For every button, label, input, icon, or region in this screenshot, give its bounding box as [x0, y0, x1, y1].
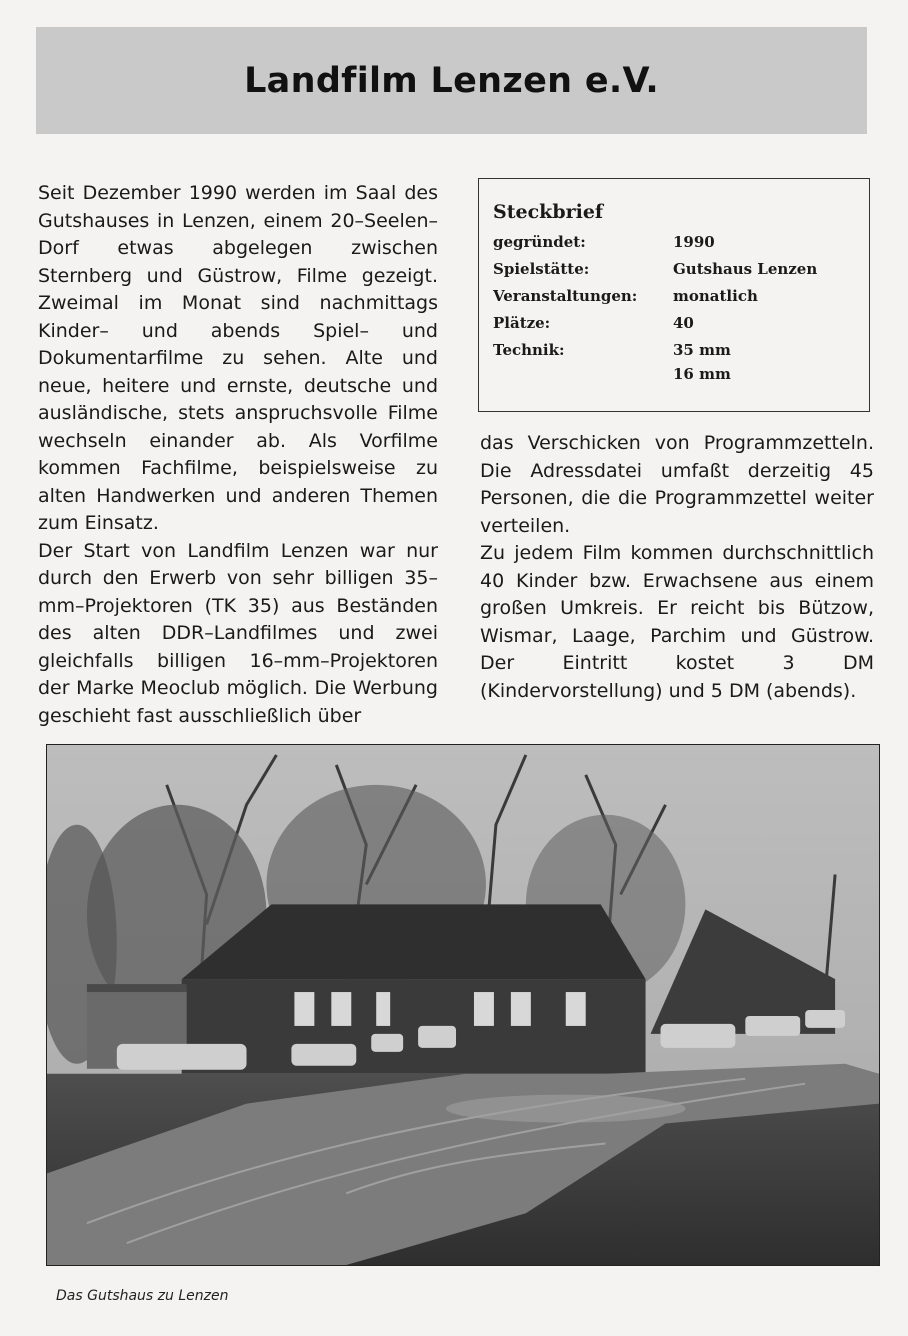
- fact-value: monatlich: [673, 287, 758, 305]
- fact-value: 1990: [673, 233, 715, 251]
- fact-row-seats: [493, 310, 855, 337]
- fact-value-line: 16 mm: [673, 365, 731, 383]
- fact-key: Veranstaltungen:: [493, 287, 638, 305]
- fact-key: gegründet:: [493, 233, 586, 251]
- paragraph-intro: Seit Dezember 1990 werden im Saal des Gutshauses in Lenzen, einem 20–Seelen–Dorf etwas abgelegen zwischen Sternberg und Güstrow, Filme gezeigt. Zweimal im Monat sind nachmittags Kinder– und abends Spiel– und Dokumentarfilme zu sehen. Alte und neue, heitere und ernste, deutsche und ausländische, stets anspruchsvolle Filme wechseln einander ab. Als Vorfilme kommen Fachfilme, beispielsweise zu alten Handwerken und anderen Themen zum Einsatz.: [38, 182, 438, 534]
- fact-key: Plätze:: [493, 314, 551, 332]
- fact-value: Gutshaus Lenzen: [673, 260, 818, 278]
- fact-value-line: 35 mm: [673, 341, 731, 359]
- paragraph-attendance: Zu jedem Film kommen durchschnittlich 40 Kinder bzw. Erwachsene aus einem großen Umkreis. Er reicht bis Bützow, Wismar, Laage, Parchim und Güstrow. Der Eintritt kostet 3 DM (Kindervorstellung) und 5 DM (abends).: [480, 542, 874, 702]
- steckbrief-title: Steckbrief: [493, 201, 604, 223]
- fact-row-technik: [493, 337, 855, 384]
- fact-key: Technik:: [493, 341, 565, 359]
- steckbrief-box: [478, 178, 870, 412]
- fact-row-events: [493, 283, 855, 310]
- paragraph-mailing: das Verschicken von Programmzetteln. Die Adressdatei umfaßt derzeitig 45 Personen, die die Programmzettel weiter verteilen.: [480, 432, 874, 537]
- fact-row-founded: [493, 229, 855, 256]
- photo-illustration: [47, 745, 879, 1265]
- manor-house-photo: [46, 744, 880, 1266]
- left-column: [38, 180, 438, 730]
- photo-caption: Das Gutshaus zu Lenzen: [56, 1288, 229, 1304]
- fact-value: [673, 337, 855, 384]
- fact-row-venue: [493, 256, 855, 283]
- fact-value: 40: [673, 314, 694, 332]
- title-banner: [36, 27, 867, 134]
- page-title: Landfilm Lenzen e.V.: [244, 60, 659, 101]
- fact-key: Spielstätte:: [493, 260, 590, 278]
- paragraph-start: Der Start von Landfilm Lenzen war nur durch den Erwerb von sehr billigen 35–mm–Projektoren (TK 35) aus Beständen des alten DDR–Landfilmes und zwei gleichfalls billigen 16–mm–Projektoren der Marke Meoclub möglich. Die Werbung geschieht fast ausschließlich über: [38, 539, 438, 727]
- right-column: [480, 430, 874, 705]
